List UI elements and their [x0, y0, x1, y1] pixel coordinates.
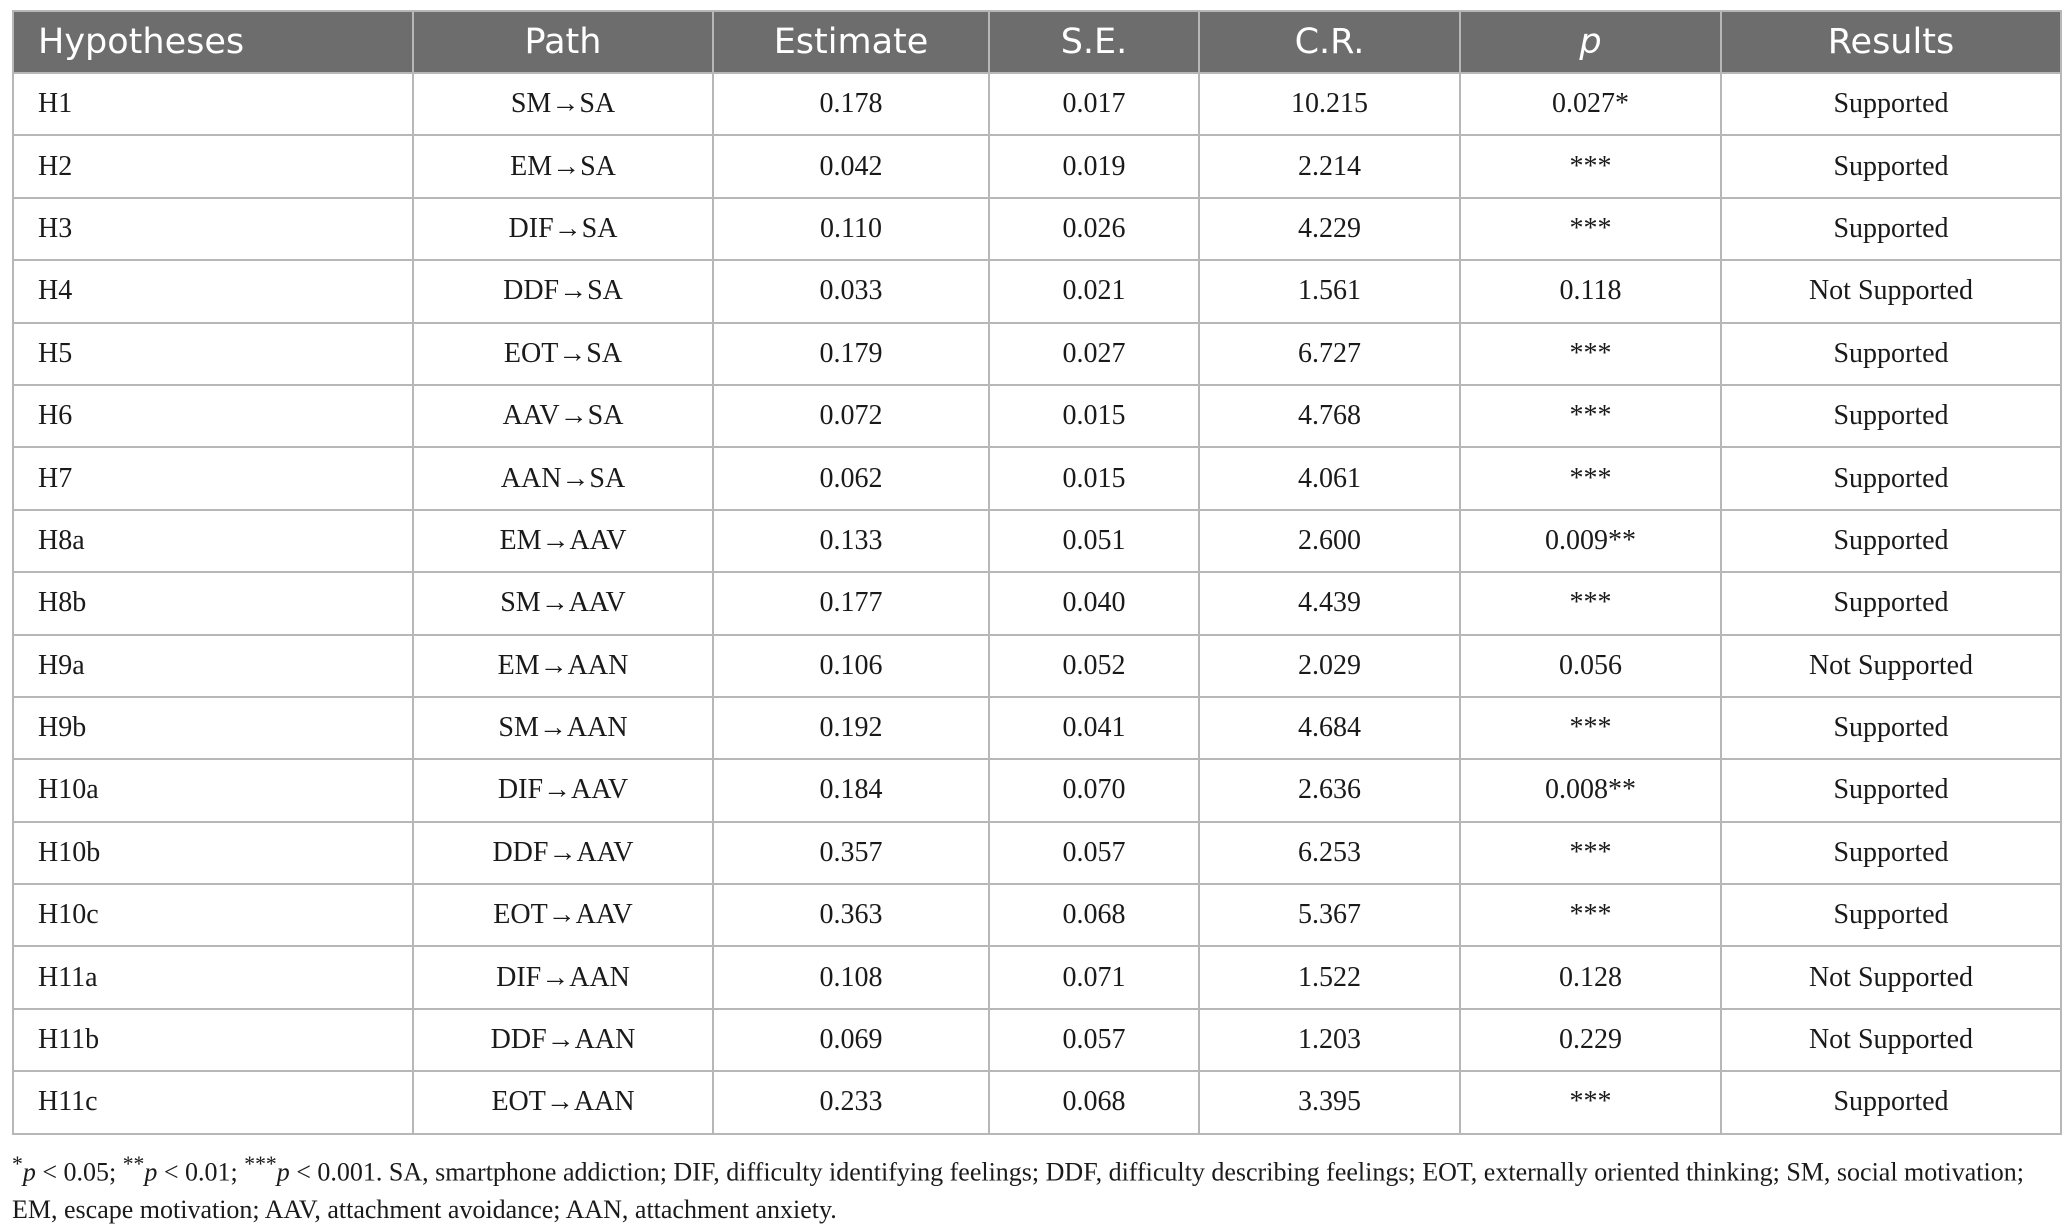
table-row: [13, 447, 2061, 509]
cell-se: 0.070: [989, 759, 1199, 821]
results-table-container: [12, 10, 2060, 1135]
header-se: S.E.: [989, 11, 1199, 73]
cell-se: 0.057: [989, 822, 1199, 884]
cell-cr: 2.636: [1199, 759, 1460, 821]
hypotheses-results-table: [12, 10, 2062, 1135]
table-row: [13, 635, 2061, 697]
cell-result: Supported: [1721, 447, 2061, 509]
cell-se: 0.057: [989, 1009, 1199, 1071]
cell-result: Supported: [1721, 759, 2061, 821]
cell-p-value: ***: [1460, 385, 1721, 447]
cell-cr: 6.253: [1199, 822, 1460, 884]
cell-cr: 2.600: [1199, 510, 1460, 572]
cell-hypothesis: H10b: [13, 822, 413, 884]
cell-hypothesis: H10a: [13, 759, 413, 821]
cell-hypothesis: H4: [13, 260, 413, 322]
cell-cr: 3.395: [1199, 1071, 1460, 1133]
cell-path: EM→SA: [413, 135, 713, 197]
cell-se: 0.015: [989, 447, 1199, 509]
cell-p-value: 0.009**: [1460, 510, 1721, 572]
cell-estimate: 0.062: [713, 447, 989, 509]
cell-se: 0.068: [989, 1071, 1199, 1133]
cell-estimate: 0.233: [713, 1071, 989, 1133]
cell-estimate: 0.108: [713, 946, 989, 1008]
footnote-sig3-mark: ***: [244, 1152, 277, 1176]
cell-path: DDF→SA: [413, 260, 713, 322]
table-row: [13, 697, 2061, 759]
cell-se: 0.040: [989, 572, 1199, 634]
cell-hypothesis: H9b: [13, 697, 413, 759]
cell-hypothesis: H7: [13, 447, 413, 509]
header-results: Results: [1721, 11, 2061, 73]
cell-estimate: 0.363: [713, 884, 989, 946]
cell-result: Supported: [1721, 385, 2061, 447]
table-row: [13, 135, 2061, 197]
cell-p-value: ***: [1460, 697, 1721, 759]
cell-path: DDF→AAV: [413, 822, 713, 884]
cell-hypothesis: H5: [13, 323, 413, 385]
cell-p-value: 0.008**: [1460, 759, 1721, 821]
header-cr: C.R.: [1199, 11, 1460, 73]
header-p: p: [1460, 11, 1721, 73]
header-hypotheses: Hypotheses: [13, 11, 413, 73]
cell-se: 0.026: [989, 198, 1199, 260]
cell-hypothesis: H8a: [13, 510, 413, 572]
cell-hypothesis: H1: [13, 73, 413, 135]
cell-result: Supported: [1721, 1071, 2061, 1133]
cell-se: 0.068: [989, 884, 1199, 946]
table-row: [13, 198, 2061, 260]
cell-result: Supported: [1721, 822, 2061, 884]
footnote-sig1-mark: *: [12, 1152, 23, 1176]
cell-result: Supported: [1721, 135, 2061, 197]
cell-cr: 1.203: [1199, 1009, 1460, 1071]
cell-se: 0.041: [989, 697, 1199, 759]
cell-estimate: 0.106: [713, 635, 989, 697]
cell-cr: 1.561: [1199, 260, 1460, 322]
cell-cr: 10.215: [1199, 73, 1460, 135]
table-row: [13, 1071, 2061, 1133]
cell-result: Not Supported: [1721, 946, 2061, 1008]
header-path: Path: [413, 11, 713, 73]
cell-path: SM→AAN: [413, 697, 713, 759]
cell-result: Not Supported: [1721, 1009, 2061, 1071]
cell-cr: 1.522: [1199, 946, 1460, 1008]
cell-result: Supported: [1721, 884, 2061, 946]
cell-estimate: 0.133: [713, 510, 989, 572]
cell-se: 0.017: [989, 73, 1199, 135]
cell-path: AAV→SA: [413, 385, 713, 447]
cell-result: Supported: [1721, 73, 2061, 135]
cell-result: Not Supported: [1721, 260, 2061, 322]
cell-hypothesis: H11c: [13, 1071, 413, 1133]
cell-estimate: 0.184: [713, 759, 989, 821]
cell-estimate: 0.033: [713, 260, 989, 322]
cell-result: Not Supported: [1721, 635, 2061, 697]
cell-p-value: 0.027*: [1460, 73, 1721, 135]
cell-estimate: 0.042: [713, 135, 989, 197]
cell-estimate: 0.110: [713, 198, 989, 260]
table-row: [13, 884, 2061, 946]
table-row: [13, 73, 2061, 135]
cell-p-value: ***: [1460, 1071, 1721, 1133]
cell-se: 0.027: [989, 323, 1199, 385]
cell-se: 0.019: [989, 135, 1199, 197]
cell-p-value: 0.056: [1460, 635, 1721, 697]
cell-se: 0.021: [989, 260, 1199, 322]
cell-hypothesis: H9a: [13, 635, 413, 697]
cell-p-value: 0.229: [1460, 1009, 1721, 1071]
table-body: [13, 73, 2061, 1134]
table-row: [13, 822, 2061, 884]
cell-path: DIF→AAV: [413, 759, 713, 821]
cell-path: DDF→AAN: [413, 1009, 713, 1071]
cell-hypothesis: H10c: [13, 884, 413, 946]
cell-result: Supported: [1721, 323, 2061, 385]
cell-se: 0.051: [989, 510, 1199, 572]
cell-estimate: 0.069: [713, 1009, 989, 1071]
cell-se: 0.052: [989, 635, 1199, 697]
cell-path: EOT→AAN: [413, 1071, 713, 1133]
cell-path: DIF→AAN: [413, 946, 713, 1008]
header-estimate: Estimate: [713, 11, 989, 73]
cell-se: 0.071: [989, 946, 1199, 1008]
footnote-sig1-rest: < 0.05;: [35, 1157, 123, 1187]
table-row: [13, 946, 2061, 1008]
cell-p-value: ***: [1460, 822, 1721, 884]
footnote-sig3-p: p: [276, 1157, 290, 1187]
cell-estimate: 0.177: [713, 572, 989, 634]
table-row: [13, 385, 2061, 447]
cell-p-value: 0.118: [1460, 260, 1721, 322]
cell-result: Supported: [1721, 697, 2061, 759]
cell-hypothesis: H11a: [13, 946, 413, 1008]
table-row: [13, 260, 2061, 322]
cell-path: DIF→SA: [413, 198, 713, 260]
footnote-sig3-rest: < 0.001.: [289, 1157, 383, 1187]
table-row: [13, 759, 2061, 821]
cell-estimate: 0.072: [713, 385, 989, 447]
cell-p-value: ***: [1460, 447, 1721, 509]
cell-estimate: 0.179: [713, 323, 989, 385]
footnote-sig2-rest: < 0.01;: [157, 1157, 245, 1187]
cell-result: Supported: [1721, 510, 2061, 572]
cell-p-value: ***: [1460, 572, 1721, 634]
cell-path: SM→AAV: [413, 572, 713, 634]
cell-se: 0.015: [989, 385, 1199, 447]
cell-cr: 4.768: [1199, 385, 1460, 447]
cell-cr: 6.727: [1199, 323, 1460, 385]
cell-hypothesis: H3: [13, 198, 413, 260]
cell-estimate: 0.178: [713, 73, 989, 135]
cell-p-value: ***: [1460, 198, 1721, 260]
cell-estimate: 0.192: [713, 697, 989, 759]
cell-cr: 4.229: [1199, 198, 1460, 260]
cell-p-value: ***: [1460, 884, 1721, 946]
table-row: [13, 572, 2061, 634]
cell-p-value: ***: [1460, 135, 1721, 197]
cell-hypothesis: H8b: [13, 572, 413, 634]
cell-estimate: 0.357: [713, 822, 989, 884]
cell-cr: 5.367: [1199, 884, 1460, 946]
table-header-row: [13, 11, 2061, 73]
cell-cr: 4.439: [1199, 572, 1460, 634]
footnote-sig2-p: p: [144, 1157, 158, 1187]
table-row: [13, 323, 2061, 385]
footnote-abbreviations: SA, smartphone addiction; DIF, difficulty identifying feelings; DDF, difficulty describing feelings; EOT, externally oriented thinking; SM, social motivation; EM, escape motivation; AAV, attachment avoidance; AAN, attachment anxiety.: [12, 1157, 2024, 1224]
cell-p-value: 0.128: [1460, 946, 1721, 1008]
cell-hypothesis: H11b: [13, 1009, 413, 1071]
footnote-sig2-mark: **: [122, 1152, 145, 1176]
cell-path: SM→SA: [413, 73, 713, 135]
table-row: [13, 510, 2061, 572]
cell-cr: 2.214: [1199, 135, 1460, 197]
cell-result: Supported: [1721, 572, 2061, 634]
cell-path: EOT→AAV: [413, 884, 713, 946]
cell-hypothesis: H6: [13, 385, 413, 447]
cell-cr: 4.061: [1199, 447, 1460, 509]
cell-cr: 4.684: [1199, 697, 1460, 759]
cell-path: EM→AAN: [413, 635, 713, 697]
table-row: [13, 1009, 2061, 1071]
cell-path: AAN→SA: [413, 447, 713, 509]
cell-hypothesis: H2: [13, 135, 413, 197]
table-footnote: [12, 1146, 2062, 1228]
cell-result: Supported: [1721, 198, 2061, 260]
cell-path: EOT→SA: [413, 323, 713, 385]
cell-path: EM→AAV: [413, 510, 713, 572]
cell-cr: 2.029: [1199, 635, 1460, 697]
footnote-sig1-p: p: [22, 1157, 36, 1187]
cell-p-value: ***: [1460, 323, 1721, 385]
